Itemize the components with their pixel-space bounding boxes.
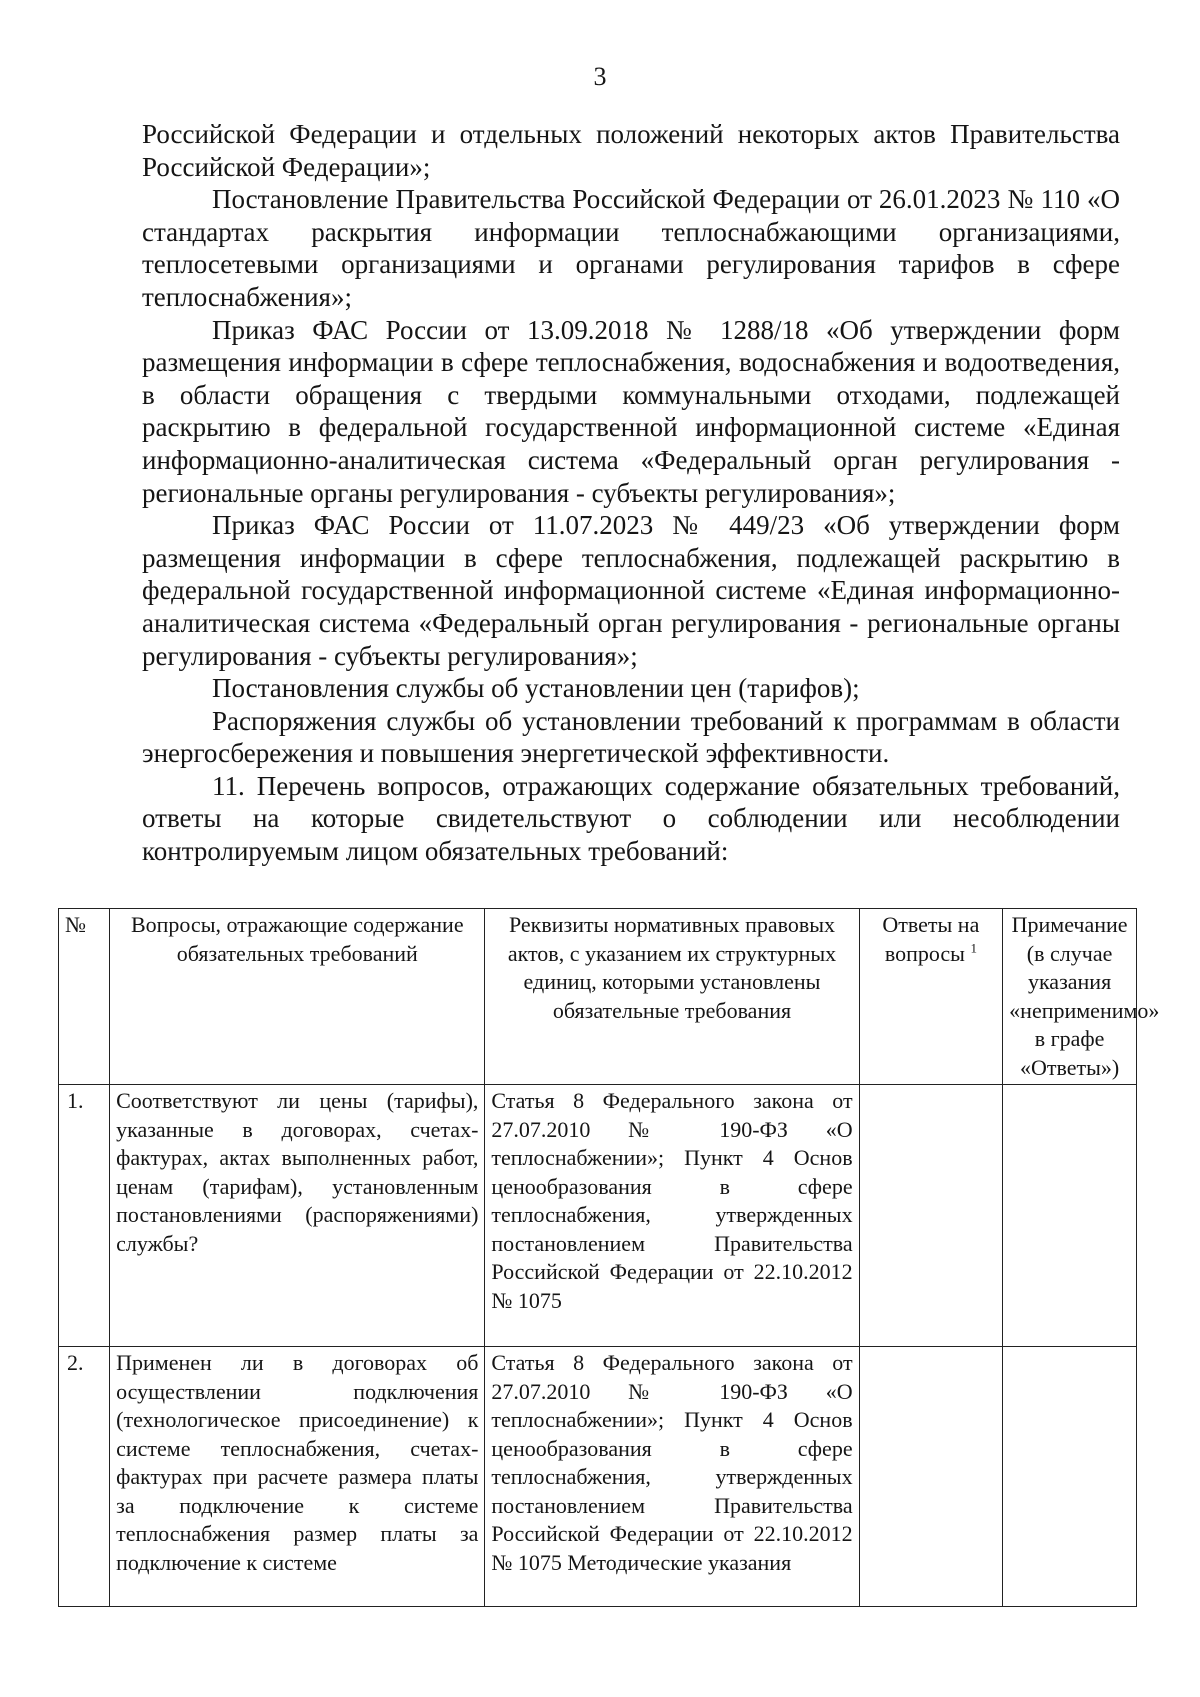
row-question: Применен ли в договорах об осуществлении подключения (технологическое присоединение) к системе теплоснабжения, счетах-фактурах при расчете размера платы за подключение к системе теплоснабжения размер платы за подключение к системе — [110, 1347, 485, 1607]
paragraph-energy-orders: Распоряжения службы об установлении требований к программам в области энергосбережения и повышения энергетической эффективности. — [142, 705, 1120, 769]
requirements-table — [58, 908, 1160, 1607]
paragraph-order-1288: Приказ ФАС России от 13.09.2018 № 1288/18 «Об утверждении форм размещения информации в сфере теплоснабжения, водоснабжения и водоотведения, в области обращения с твердыми коммунальными отходами, подлежащей раскрытию в федеральной государственной информационной системе «Единая информационно-аналитическая система «Федеральный орган регулирования - региональные органы регулирования - субъекты регулирования»; — [142, 314, 1120, 508]
header-requisites: Реквизиты нормативных правовых актов, с указанием их структурных единиц, которыми установлены обязательные требования — [485, 909, 859, 1085]
page-number: 3 — [593, 62, 607, 91]
footnote-marker: 1 — [970, 940, 977, 956]
row-number: 2. — [59, 1347, 110, 1607]
paragraph-item-11: 11. Перечень вопросов, отражающих содержание обязательных требований, ответы на которые свидетельствуют о соблюдении или несоблюдении контролируемым лицом обязательных требований: — [142, 770, 1120, 867]
header-question: Вопросы, отражающие содержание обязательных требований — [110, 909, 485, 1085]
row-note — [1003, 1347, 1137, 1607]
header-number: № — [59, 909, 110, 1085]
row-number: 1. — [59, 1085, 110, 1347]
row-answer — [859, 1347, 1003, 1607]
header-answers-label: Ответы на вопросы — [882, 912, 980, 966]
table-row — [59, 1085, 1137, 1347]
header-answers — [859, 909, 1003, 1085]
paragraph-tariff-decrees: Постановления службы об установлении цен (тарифов); — [212, 673, 860, 704]
row-question: Соответствуют ли цены (тарифы), указанные в договорах, счетах-фактурах, актах выполненных работ, ценам (тарифам), установленным постановлениями (распоряжениями) службы? — [110, 1085, 485, 1347]
row-note — [1003, 1085, 1137, 1347]
paragraph-continuation: Российской Федерации и отдельных положений некоторых актов Правительства Российской Федерации»; — [142, 119, 1120, 182]
header-note: Примечание (в случае указания «неприменимо» в графе «Ответы») — [1003, 909, 1137, 1085]
paragraph-decree-110: Постановление Правительства Российской Федерации от 26.01.2023 № 110 «О стандартах раскрытия информации теплоснабжающими организациями, теплосетевыми организациями и органами регулирования тарифов в сфере теплоснабжения»; — [142, 184, 1120, 312]
table-row — [59, 1347, 1137, 1607]
row-answer — [859, 1085, 1003, 1347]
document-body — [142, 118, 1120, 868]
row-requisites: Статья 8 Федерального закона от 27.07.2010 № 190-ФЗ «О теплоснабжении»; Пункт 4 Основ ценообразования в сфере теплоснабжения, утвержденных постановлением Правительства Российской Федерации от 22.10.2012 № 1075 Методические указания — [485, 1347, 859, 1607]
paragraph-order-449: Приказ ФАС России от 11.07.2023 № 449/23 «Об утверждении форм размещения информации в сфере теплоснабжения, подлежащей раскрытию в федеральной государственной информационной системе «Единая информационно-аналитическая система «Федеральный орган регулирования - региональные органы регулирования - субъекты регулирования»; — [142, 510, 1120, 671]
table-header-row — [59, 909, 1137, 1085]
row-requisites: Статья 8 Федерального закона от 27.07.2010 № 190-ФЗ «О теплоснабжении»; Пункт 4 Основ ценообразования в сфере теплоснабжения, утвержденных постановлением Правительства Российской Федерации от 22.10.2012 № 1075 — [485, 1085, 859, 1347]
